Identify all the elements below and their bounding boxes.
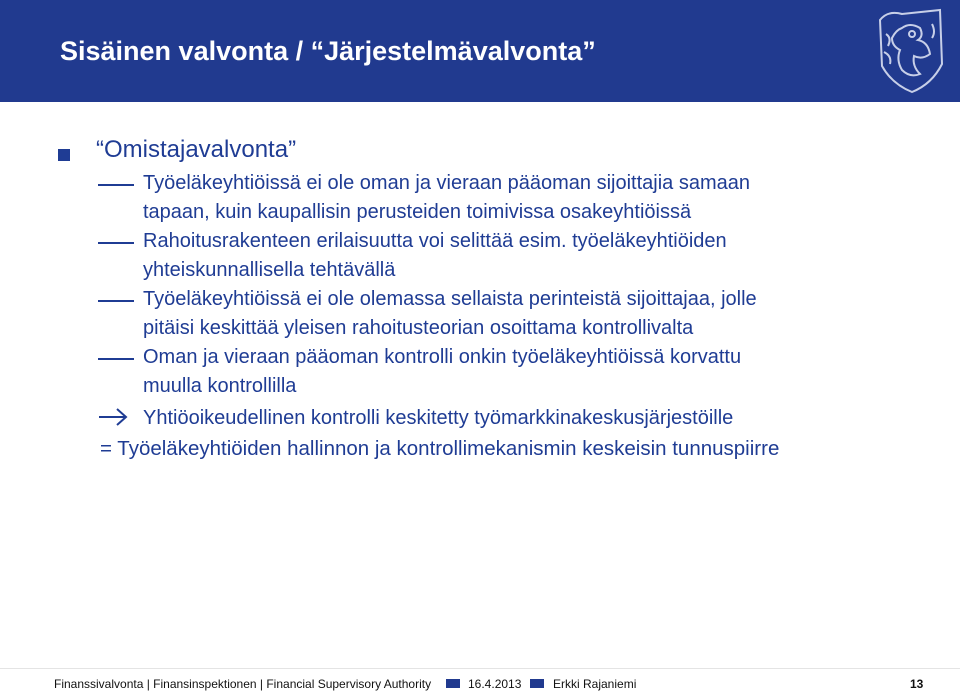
point-2 (143, 227, 923, 285)
footer-org: Finanssivalvonta | Finansinspektionen | Financial Supervisory Authority (54, 677, 432, 691)
footer-author: Erkki Rajaniemi (553, 677, 637, 691)
point-4-line-2: muulla kontrollilla (143, 375, 297, 397)
point-3 (143, 285, 923, 343)
point-1-line-2: tapaan, kuin kaupallisin perusteiden toimivissa osakeyhtiöissä (143, 201, 692, 223)
point-2-line-1: Rahoitusrakenteen erilaisuutta voi selittää esim. työeläkeyhtiöiden (143, 230, 727, 252)
dash-bullet-icon (98, 184, 134, 186)
arrow-line: Yhtiöoikeudellinen kontrolli keskitetty työmarkkinakeskusjärjestöille (143, 407, 734, 429)
point-4-line-1: Oman ja vieraan pääoman kontrolli onkin työeläkeyhtiöissä korvattu (143, 346, 742, 368)
point-2-line-2: yhteiskunnallisella tehtävällä (143, 259, 396, 281)
point-3-line-1: Työeläkeyhtiöissä ei ole olemassa sellaista perinteistä sijoittajaa, jolle (143, 288, 757, 310)
point-1-line-1: Työeläkeyhtiöissä ei ole oman ja vieraan pääoman sijoittajia samaan (143, 172, 751, 194)
dash-bullet-icon (98, 358, 134, 360)
page-number: 13 (910, 677, 924, 691)
square-separator-icon (446, 679, 460, 688)
dash-bullet-icon (98, 300, 134, 302)
footer-date: 16.4.2013 (468, 677, 522, 691)
slide-title: Sisäinen valvonta / “Järjestelmävalvonta” (60, 36, 596, 66)
right-arrow-icon (97, 404, 131, 430)
square-bullet-icon (58, 149, 70, 161)
slide-heading: “Omistajavalvonta” (96, 136, 297, 163)
point-3-line-2: pitäisi keskittää yleisen rahoitusteorian osoittama kontrollivalta (143, 317, 694, 339)
point-1 (143, 169, 923, 227)
equals-line: = Työeläkeyhtiöiden hallinnon ja kontrollimekanismin keskeisin tunnuspiirre (100, 437, 780, 460)
point-4 (143, 343, 923, 401)
dash-bullet-icon (98, 242, 134, 244)
square-separator-icon (530, 679, 544, 688)
